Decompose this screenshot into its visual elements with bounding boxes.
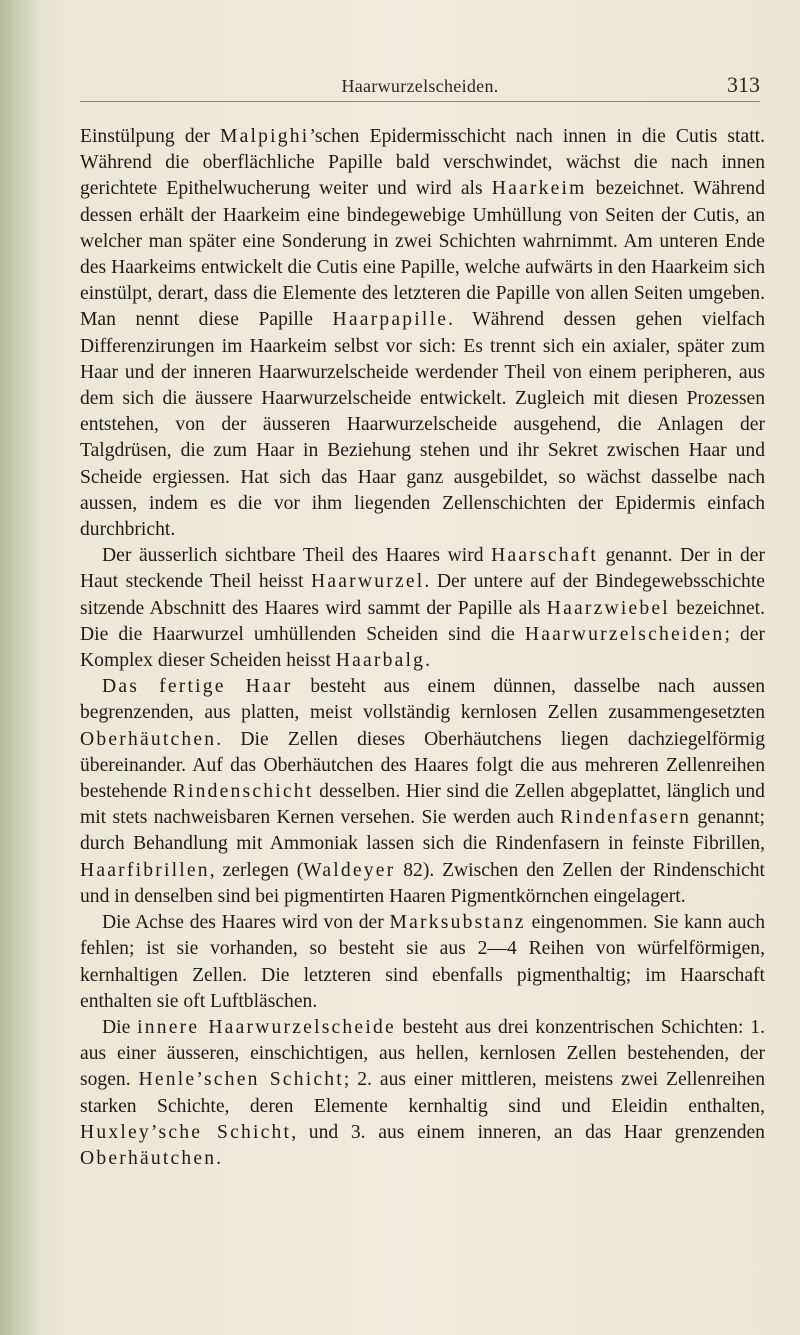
text-run: desselben. Hier sind die Zellen abgeplattet, länglich und mit stets nachweisbaren Kernen versehen. Sie werden auch <box>80 781 765 829</box>
spaced-term: Haarfibrillen <box>80 859 210 881</box>
spaced-term: Haarwurzelscheiden <box>524 623 725 645</box>
text-run: . <box>425 650 431 672</box>
text-run: 82). Zwischen den Zellen der Rindenschicht und in denselben sind bei pigmentirten Haaren Pigmentkörnchen eingelagert. <box>80 859 765 907</box>
text-run: bezeichnet. Die die Haarwurzel umhüllenden Scheiden sind die <box>80 597 765 645</box>
paragraph <box>80 543 765 674</box>
paragraph <box>80 124 765 543</box>
spaced-term: Haarzwiebel <box>546 597 670 619</box>
page-spine-shadow <box>0 0 40 1335</box>
text-run: ; 2. aus einer mittleren, meistens zwei Zellenreihen starken Schichte, deren Elemente kernhaltig sind und Eleidin enthalten, <box>80 1069 765 1117</box>
page-number: 313 <box>727 72 760 97</box>
text-run: . Der untere auf der Bindegewebsschichte sitzende Abschnitt des Haares wird sammt der Papille als <box>80 571 765 619</box>
spaced-term: Haarwurzel <box>311 571 425 593</box>
spaced-term: Haarbalg <box>335 650 426 672</box>
text-run: Die Achse des Haares wird von der <box>102 912 390 934</box>
spaced-term: Haarkeim <box>491 178 587 200</box>
spaced-term: Oberhäutchen <box>80 728 217 750</box>
text-run: Der äusserlich sichtbare Theil des Haares wird <box>102 545 492 567</box>
page-header <box>80 72 760 102</box>
paragraph <box>80 910 765 1015</box>
spaced-term: Huxley’sche Schicht <box>80 1121 292 1143</box>
spaced-term: Henle’schen Schicht <box>138 1069 344 1091</box>
text-run: . Die Zellen dieses Oberhäutchens liegen dachziegelförmig übereinander. Auf das Oberhäutchen des Haares folgt die aus mehreren Zellenreihen bestehende <box>80 728 765 803</box>
text-run: ; der Komplex dieser Scheiden heisst <box>80 623 765 672</box>
spaced-term: Haarpapille <box>332 309 449 331</box>
spaced-term: Oberhäutchen <box>80 1147 217 1169</box>
spaced-term: Rindenschicht <box>172 781 314 803</box>
text-run: Die <box>102 1016 138 1038</box>
text-run: besteht aus einem dünnen, dasselbe nach aussen begrenzenden, aus platten, meist vollständig kernlosen Zellen zusammengesetzten <box>80 676 765 724</box>
paragraph <box>80 1015 765 1172</box>
spaced-term: Das fertige Haar <box>102 676 293 698</box>
running-head: Haarwurzelscheiden. <box>341 76 499 96</box>
text-run: bezeichnet. Während dessen erhält der Haarkeim eine bindegewebige Umhüllung von Seiten der Cutis, an welcher man später eine Sonderung in zwei Schichten wahrnimmt. Am unteren Ende des Haarkeims entwickelt die Cutis eine Papille, welche aufwärts in den Haarkeim sich einstülpt, derart, dass die Elemente des letzteren die Papille von allen Seiten umgeben. Man nennt diese Papille <box>80 178 765 331</box>
spaced-term: Malpighi <box>219 126 310 147</box>
text-run: genannt; durch Behandlung mit Ammoniak lassen sich die Rindenfasern in feinste Fibrillen, <box>80 807 765 855</box>
spaced-term: Rindenfasern <box>560 807 692 829</box>
spaced-term: Marksubstanz <box>389 912 526 934</box>
text-run: Einstülpung der <box>80 126 220 147</box>
text-run: genannt. Der in der Haut steckende Theil heisst <box>80 545 765 593</box>
text-run: ’schen Epidermisschicht nach innen in die Cutis statt. Während die oberflächliche Papille bald verschwindet, wächst die nach innen gerichtete Epithelwucherung weiter und wird als <box>80 126 765 200</box>
header-rule <box>80 101 760 102</box>
text-run: besteht aus drei konzentrischen Schichten: 1. aus einer äusseren, einschichtigen, aus hellen, kernlosen Zellen bestehenden, der sogen. <box>80 1016 765 1091</box>
text-run: . Während dessen gehen vielfach Differenzirungen im Haarkeim selbst vor sich: Es trennt sich ein axialer, später zum Haar und der inneren Haarwurzelscheide werdender Theil von einem peripheren, aus dem sich die äussere Haarwurzelscheide entwickelt. Zugleich mit diesen Prozessen entstehen, von der äusseren Haarwurzelscheide ausgehend, die Anlagen der Talgdrüsen, die zum Haar in Beziehung stehen und ihr Sekret zwischen Haar und Scheide ergiessen. Hat sich das Haar ganz ausgebildet, so wächst dasselbe nach aussen, indem es die vor ihm liegenden Zellenschichten der Epidermis einfach durchbricht. <box>80 309 765 541</box>
spaced-term: Waldeyer <box>303 859 396 881</box>
spaced-term: Haarschaft <box>491 545 598 567</box>
paragraph <box>80 674 765 910</box>
text-run: , zerlegen ( <box>209 859 304 881</box>
text-run: , und 3. aus einem inneren, an das Haar grenzenden <box>291 1121 765 1143</box>
text-run: eingenommen. Sie kann auch fehlen; ist sie vorhanden, so besteht sie aus 2—4 Reihen von würfelförmigen, kernhaltigen Zellen. Die letzteren sind ebenfalls pigmenthaltig; im Haarschaft enthalten sie oft Luftbläschen. <box>80 912 765 1012</box>
body-text <box>80 124 765 1172</box>
spaced-term: innere Haarwurzelscheide <box>137 1016 396 1038</box>
text-run: . <box>216 1147 222 1169</box>
